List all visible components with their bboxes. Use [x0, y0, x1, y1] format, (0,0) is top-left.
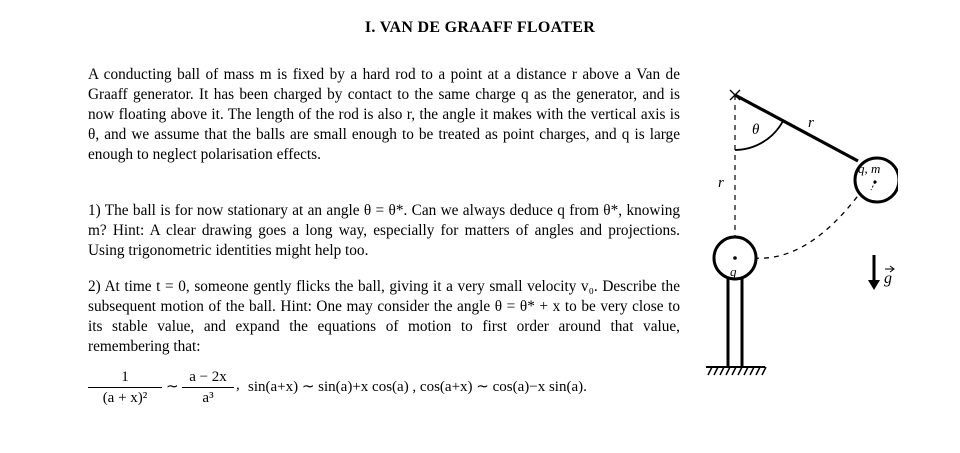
- gravity-arrow-icon: [868, 255, 880, 290]
- orbit-path: [754, 193, 860, 258]
- trig-expansions: sin(a+x) ∼ sin(a)+x cos(a) , cos(a+x) ∼ cos(a)−x sin(a).: [248, 379, 587, 395]
- ground: [706, 367, 766, 375]
- intro-paragraph: A conducting ball of mass m is fixed by a hard rod to a point at a distance r above a Van de Graaff generator. It has been charged by contact to the same charge q as the generator, and is now floating above it. The length of the rod is also r, the angle it makes with the vertical axis is θ, and we assume that the balls are small enough to be treated as point charges, and q is large enough to neglect polarisation effects.: [88, 66, 680, 163]
- gravity-label: g: [884, 270, 892, 287]
- fraction-denominator: (a + x)²: [102, 390, 148, 406]
- fraction-inverse-square: [88, 368, 162, 407]
- question-2: 2) At time t = 0, someone gently flicks the ball, giving it a very small velocity v₀. Describe the subsequent motion of the ball. Hint: One may consider the angle θ = θ* + x to be very close to its stable value, and expand the equations of motion to first order around that value, remembering that:: [88, 278, 680, 355]
- van-de-graaff-diagram: [698, 70, 898, 390]
- question-1: 1) The ball is for now stationary at an angle θ = θ*. Can we always deduce q from θ*, knowing m? Hint: A clear drawing goes a long way, especially for matters of angles and projections. Using trigonometric identities might help too.: [88, 202, 680, 259]
- section-title: I. VAN DE GRAAFF FLOATER: [364, 19, 596, 36]
- fraction-numerator: a − 2x: [189, 369, 227, 385]
- ball-label: q, m: [858, 161, 881, 176]
- fraction-denominator: a³: [202, 390, 214, 406]
- separator-comma: ,: [236, 377, 240, 393]
- theta-label: θ: [752, 122, 760, 138]
- fraction-numerator: 1: [121, 369, 129, 385]
- axis-length-label: r: [718, 175, 724, 191]
- approx-symbol: ∼: [166, 379, 179, 395]
- generator-label: q: [730, 264, 737, 279]
- generator-column: [728, 279, 742, 366]
- rod-length-label: r: [808, 115, 814, 131]
- taylor-expansions: [88, 368, 688, 408]
- fraction-expansion: [182, 368, 234, 407]
